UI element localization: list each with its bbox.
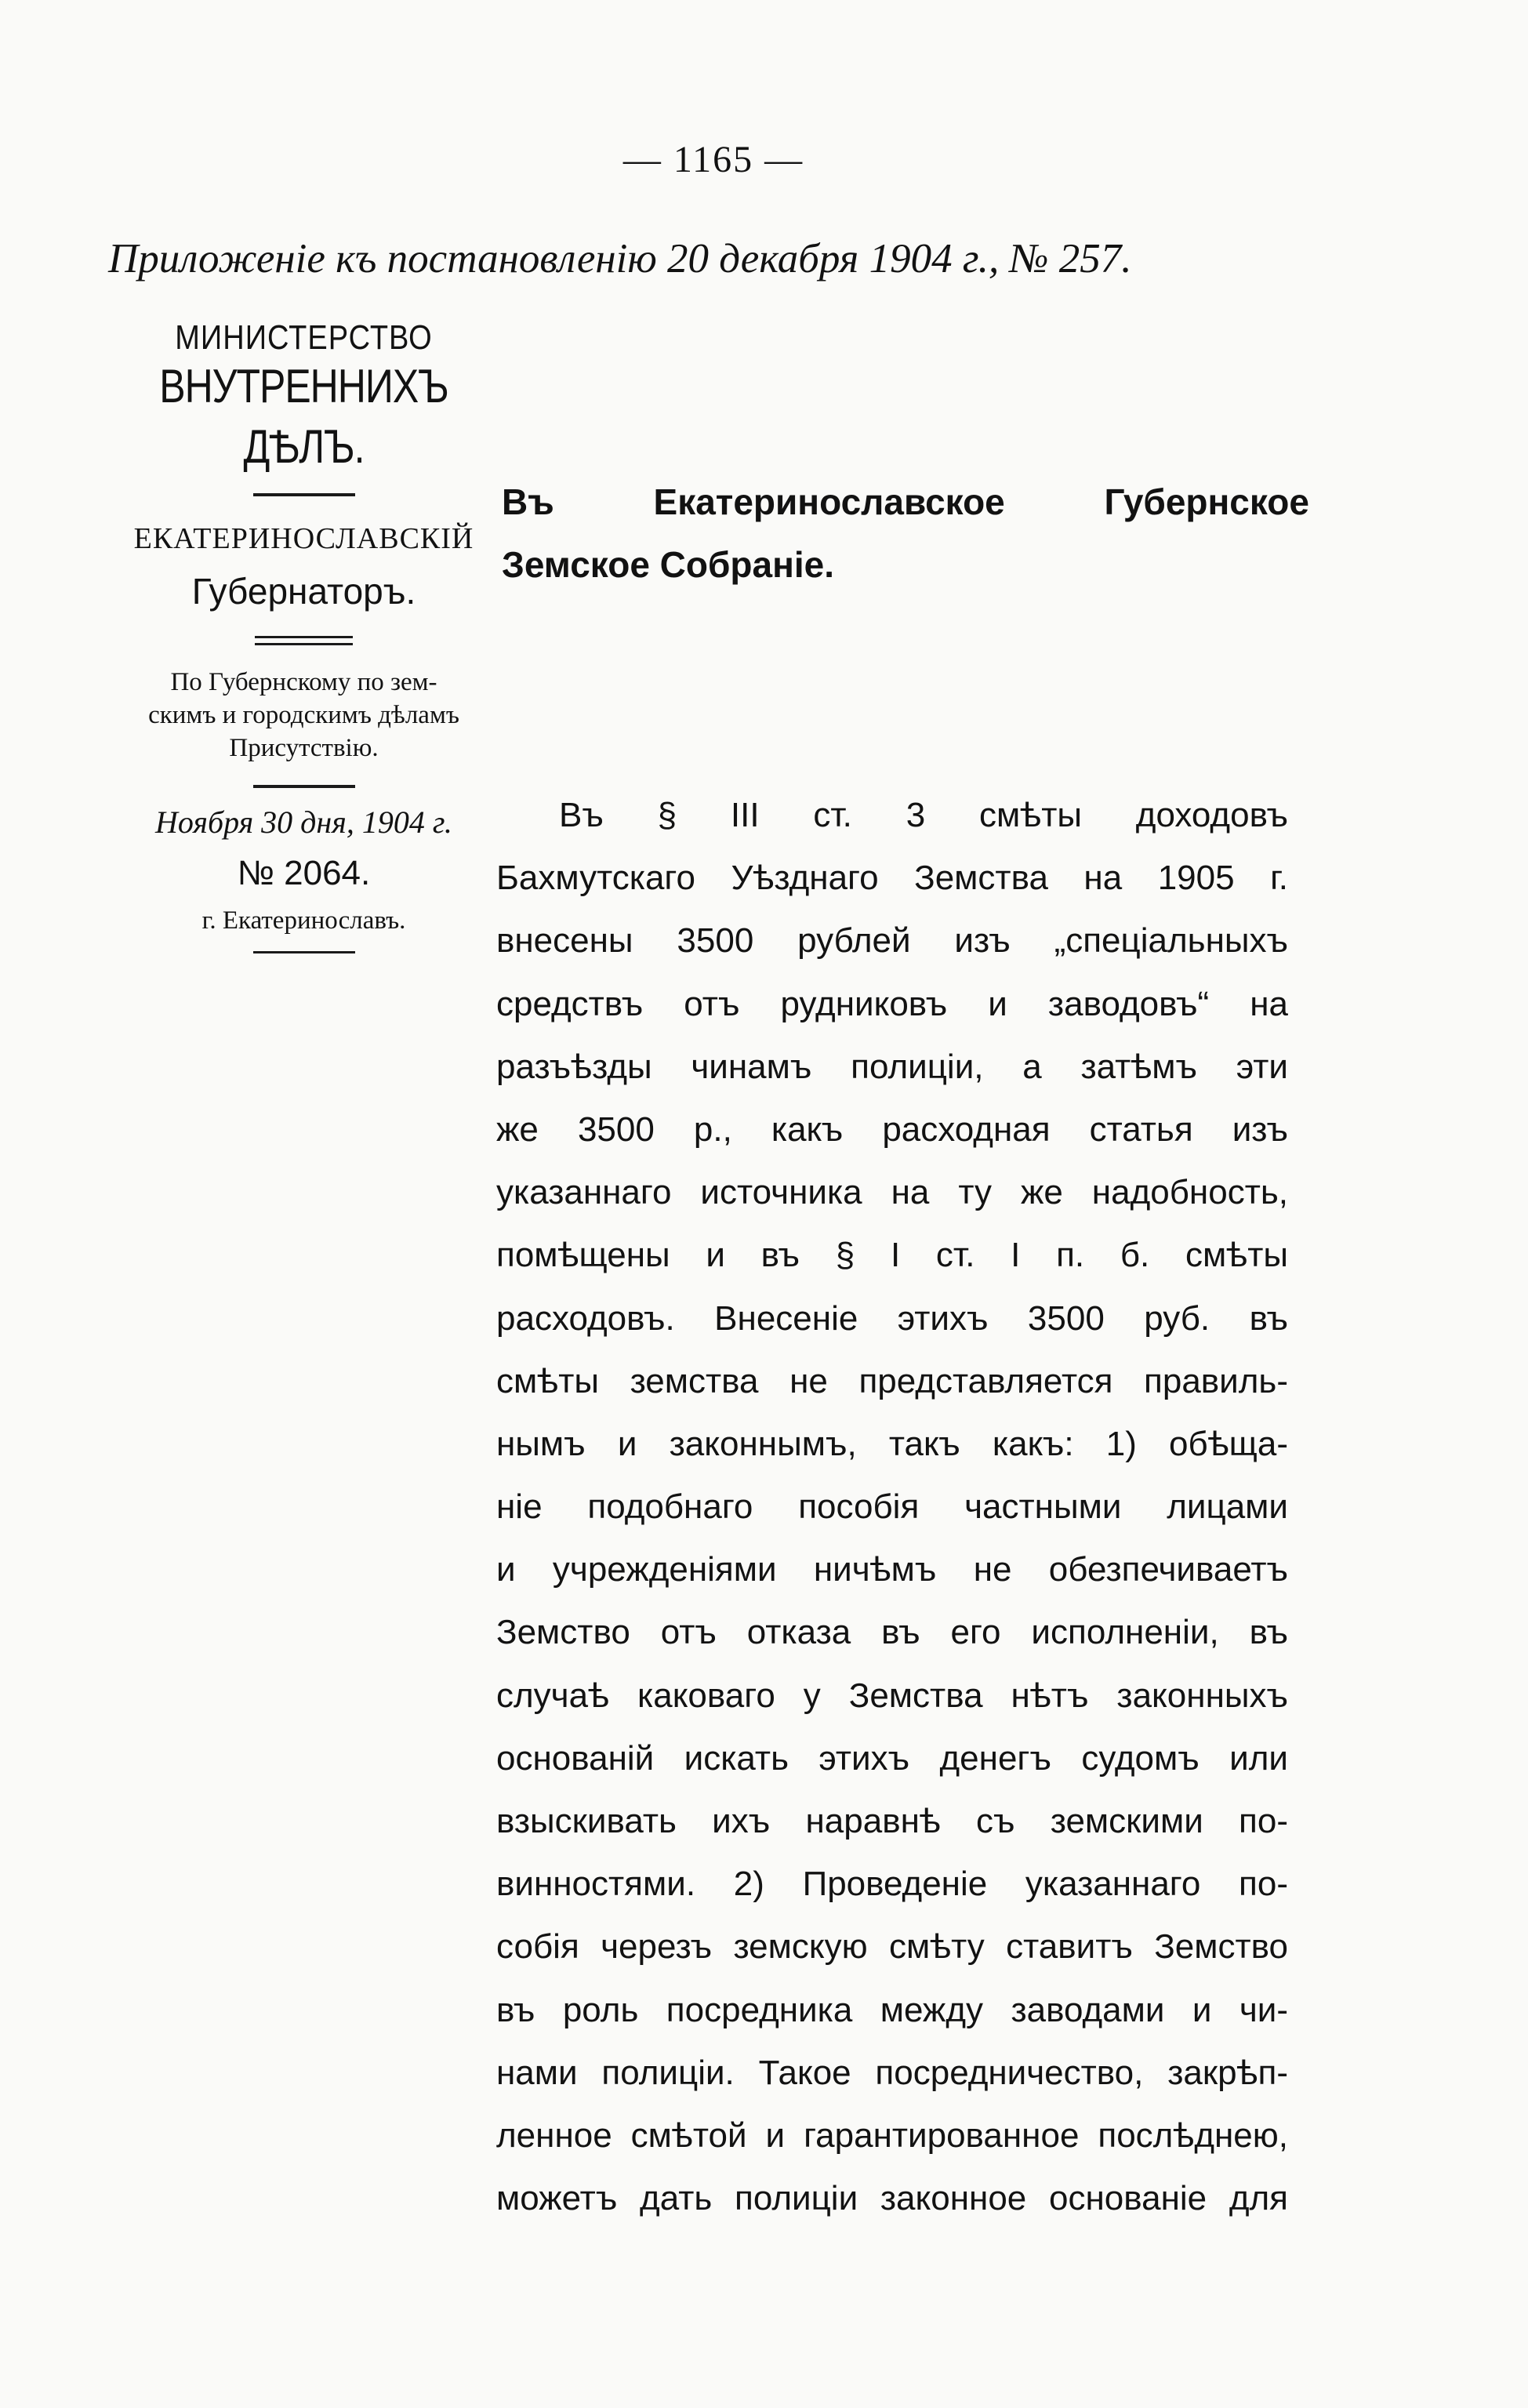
- governor-title: Губернаторъ.: [191, 571, 416, 612]
- presence-line: По Губернскому по зем-: [170, 668, 437, 696]
- body-line: нiе подобнаго пособiя частными лицами: [496, 1487, 1288, 1527]
- body-line: ленное смѣтой и гарантированное послѣднею,: [496, 2116, 1288, 2155]
- addressee-line: Земское Собранiе.: [502, 544, 835, 585]
- body-line: Земство отъ отказа въ его исполненiи, въ: [496, 1613, 1288, 1652]
- body-line: взыскивать ихъ наравнѣ съ земскими по-: [496, 1802, 1288, 1840]
- body-line: въ роль посредника между заводами и чи-: [496, 1990, 1288, 2029]
- body-line: помѣщены и въ § I ст. I п. б. смѣты: [496, 1236, 1288, 1275]
- governor-region: ЕКАТЕРИНОСЛАВСКIЙ: [133, 522, 474, 555]
- body-line: расходовъ. Внесенiе этихъ 3500 руб. въ: [496, 1298, 1288, 1338]
- presence-line: скимъ и городскимъ дѣламъ: [148, 701, 459, 729]
- body-line: случаѣ каковаго у Земства нѣтъ законныхъ: [496, 1676, 1288, 1715]
- addressee-line: Въ Екатеринославское Губернское: [502, 481, 1309, 522]
- body-line: Бахмутскаго Уѣзднаго Земства на 1905 г.: [496, 859, 1288, 898]
- body-line: и учрежденiями ничѣмъ не обезпечиваетъ: [496, 1550, 1288, 1589]
- body-line: смѣты земства не представляется правиль-: [496, 1361, 1288, 1400]
- divider: [253, 951, 355, 953]
- divider: [253, 785, 355, 788]
- letterhead-sidebar: [94, 318, 514, 953]
- body-line: внесены 3500 рублей изъ „спецiальныхъ: [496, 921, 1288, 961]
- body-text: [496, 784, 1288, 2230]
- double-divider: [255, 636, 353, 645]
- divider: [253, 493, 355, 496]
- body-line: же 3500 р., какъ расходная статья изъ: [496, 1110, 1288, 1149]
- presence-line: Присутствiю.: [229, 734, 379, 762]
- document-number: № 2064.: [237, 854, 371, 892]
- body-line: указаннаго источника на ту же надобность,: [496, 1173, 1288, 1212]
- appendix-heading: Приложенiе къ постановленiю 20 декабря 1904 г., № 257.: [108, 236, 1132, 281]
- ministry-name: ВНУТРЕННИХЪ ДѢЛЪ.: [159, 360, 448, 473]
- body-line: собiя черезъ земскую смѣту ставитъ Земство: [496, 1927, 1288, 1967]
- document-city: г. Екатеринославъ.: [201, 906, 406, 935]
- body-line: нами полицiи. Такое посредничество, закрѣп-: [496, 2053, 1288, 2092]
- body-line: можетъ дать полицiи законное основанiе для: [496, 2179, 1288, 2218]
- body-line: основанiй искать этихъ денегъ судомъ или: [496, 1738, 1288, 1778]
- body-line: Въ § III ст. 3 смѣты доходовъ: [559, 796, 1288, 834]
- body-line: разъѣзды чинамъ полицiи, а затѣмъ эти: [496, 1047, 1288, 1086]
- body-line: винностями. 2) Проведенiе указаннаго по-: [496, 1865, 1288, 1904]
- addressee: [502, 470, 1309, 596]
- page-number: — 1165 —: [622, 139, 804, 180]
- presence-text: [94, 666, 514, 765]
- ministry-label: МИНИСТЕРСТВО: [175, 318, 433, 358]
- body-line: средствъ отъ рудниковъ и заводовъ“ на: [496, 984, 1288, 1023]
- document-date: Ноября 30 дня, 1904 г.: [155, 804, 452, 840]
- body-line: нымъ и законнымъ, такъ какъ: 1) обѣща-: [496, 1424, 1288, 1463]
